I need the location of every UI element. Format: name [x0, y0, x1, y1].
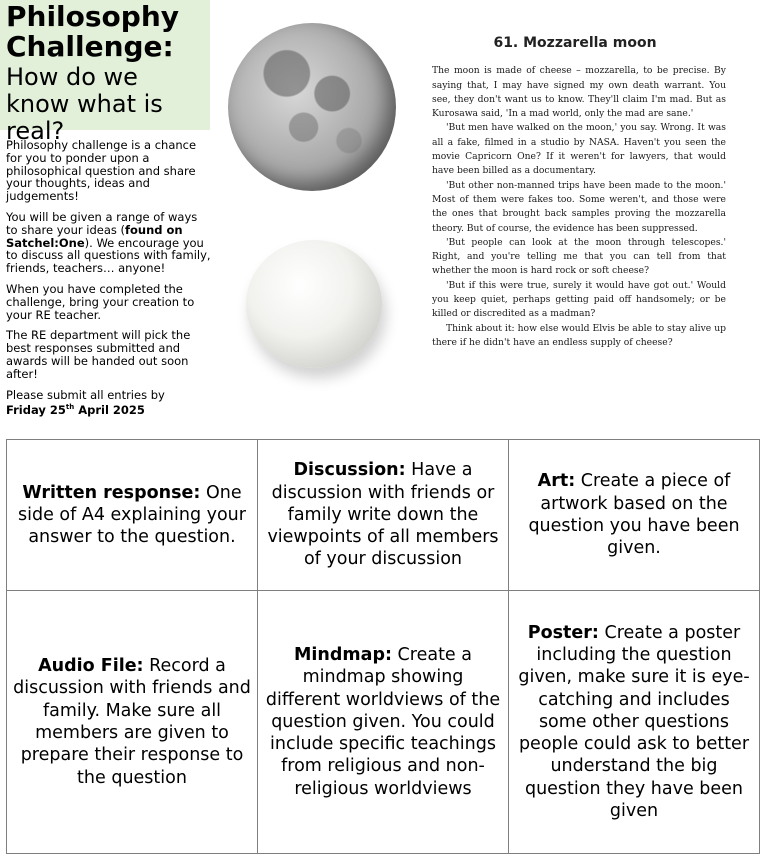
- deadline: Friday 25th April 2025: [6, 403, 145, 418]
- option-art: Art: Create a piece of artwork based on the question you have been given.: [509, 440, 760, 591]
- moon-image: [228, 23, 396, 191]
- option-written-response: Written response: One side of A4 explaining your answer to the question.: [7, 440, 258, 591]
- page-subtitle: How do we know what is real?: [6, 63, 163, 145]
- excerpt-paragraph: 'But if this were true, surely it would have got out.' Would you keep quiet, perhaps getting paid off handsomely; or be killed or discredited as a madman?: [432, 279, 726, 320]
- option-discussion: Discussion: Have a discussion with friends or family write down the viewpoints of all members of your discussion: [258, 440, 509, 591]
- excerpt-paragraph: Think about it: how else would Elvis be able to stay alive up there if he didn't have an endless supply of cheese?: [432, 322, 726, 348]
- intro-paragraph-5: [6, 389, 211, 417]
- excerpt-paragraph: The moon is made of cheese – mozzarella, to be precise. By saying that, I may have signed my own death warrant. You see, they don't want us to know. They'll claim I'm mad. But as Kurosawa said, 'In a mad world, only the mad are sane.': [432, 65, 726, 120]
- intro-paragraph-2: [6, 211, 211, 275]
- page-title: Philosophy Challenge:: [6, 0, 180, 63]
- intro-text: [6, 139, 211, 417]
- intro-p2-end: ). We encourage you to discuss all questions with family, friends, teachers… anyone!: [6, 235, 211, 276]
- intro-paragraph-3: When you have completed the challenge, bring your creation to your RE teacher.: [6, 281, 195, 322]
- intro-p2-start: You will be given a range of ways to share your ideas (: [6, 209, 198, 237]
- option-poster: Poster: Create a poster including the question given, make sure it is eye-catching and includes some other questions people could ask to better understand the big question they have been given: [509, 591, 760, 854]
- submit-instruction: Please submit all entries by: [6, 387, 165, 402]
- mozzarella-image: [246, 240, 382, 368]
- excerpt-paragraph: 'But other non-manned trips have been made to the moon.' Most of them were fakes too. Some weren't, and those were the ones that brought back samples proving the mozzarella theory. But of course, the evidence has been suppressed.: [432, 179, 726, 234]
- option-mindmap: Mindmap: Create a mindmap showing different worldviews of the question given. You could include specific teachings from religious and non-religious worldviews: [258, 591, 509, 854]
- intro-paragraph-4: The RE department will pick the best responses submitted and awards will be handed out soon after!: [6, 328, 191, 381]
- excerpt-paragraph: 'But men have walked on the moon,' you say. Wrong. It was all a fake, filmed in a studio by NASA. Haven't you seen the movie Capricorn One? If it weren't for lawyers, that would have been billed as a documentary.: [432, 122, 726, 177]
- option-audio-file: Audio File: Record a discussion with friends and family. Make sure all members are given to prepare their response to the question: [7, 591, 258, 854]
- intro-paragraph-1: Philosophy challenge is a chance for you to ponder upon a philosophical question and share your thoughts, ideas and judgements!: [6, 138, 197, 204]
- excerpt-title: 61. Mozzarella moon: [493, 35, 657, 51]
- book-excerpt: [420, 28, 730, 413]
- excerpt-paragraph: 'But people can look at the moon through telescopes.' Right, and you're telling me that you can tell from that whether the moon is hard rock or soft cheese?: [432, 236, 726, 277]
- satchel-one-reference: found on Satchel:One: [6, 222, 183, 250]
- response-options-grid: [6, 439, 760, 854]
